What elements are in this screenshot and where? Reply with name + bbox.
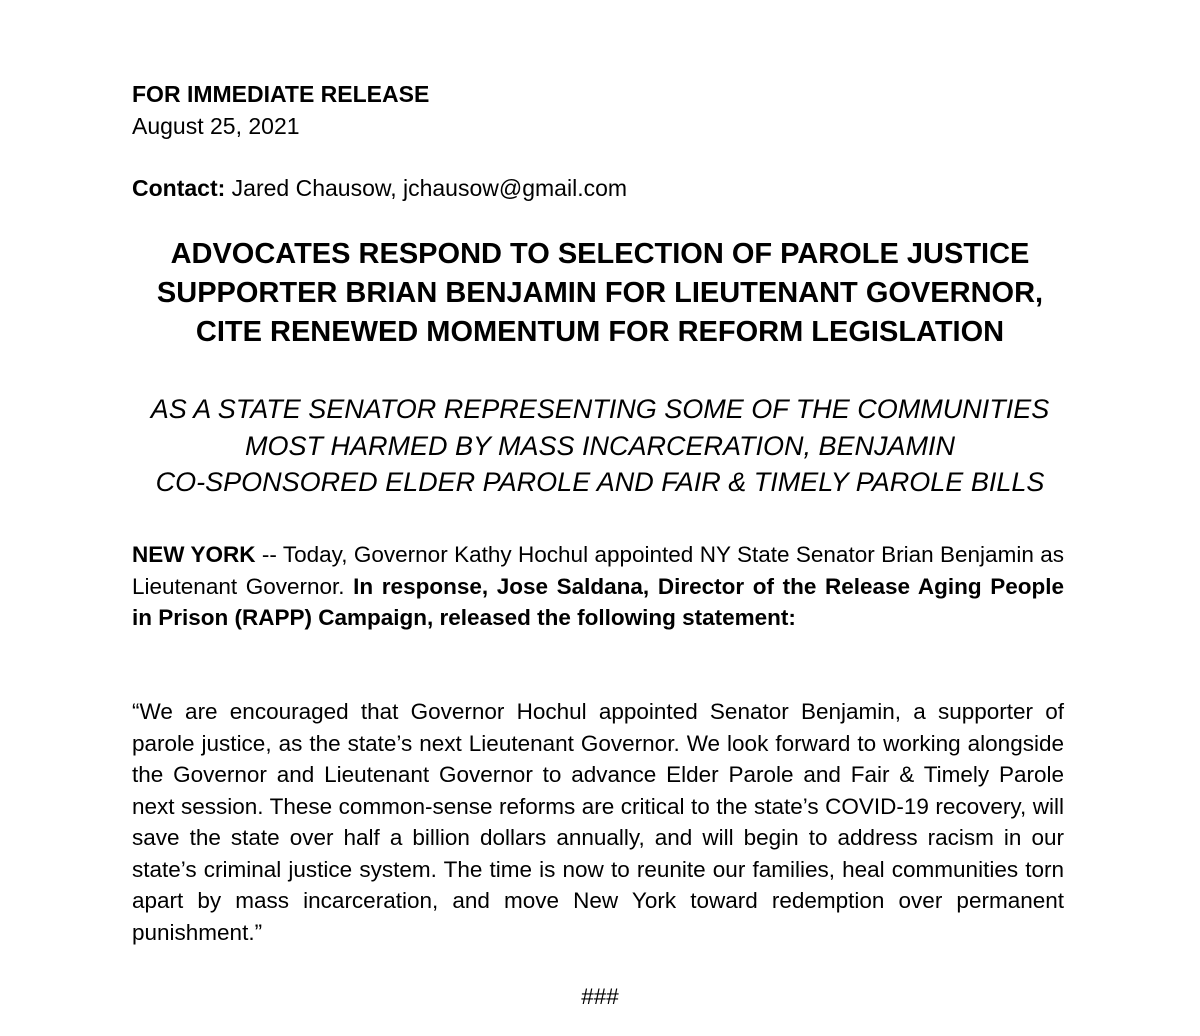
- quote-paragraph: “We are encouraged that Governor Hochul appointed Senator Benjamin, a supporter of parole justice, as the state’s next Lieutenant Governor. We look forward to working alongside the Governor and Lieutenant Governor to advance Elder Parole and Fair & Timely Parole next session. These common-sense reforms are critical to the state’s COVID-19 recovery, will save the state over half a billion dollars annually, and will begin to address racism in our state’s criminal justice system. The time is now to reunite our families, heal communities torn apart by mass incarceration, and move New York toward redemption over permanent punishment.”: [132, 699, 1064, 945]
- release-date: August 25, 2021: [132, 113, 300, 139]
- headline-line: ADVOCATES RESPOND TO SELECTION OF PAROLE JUSTICE: [170, 238, 1030, 270]
- headline: [100, 235, 1100, 352]
- contact-value: Jared Chausow, jchausow@gmail.com: [225, 175, 628, 201]
- lead-bold-text: In response, Jose Saldana, Director of the Release Aging People in Prison (RAPP) Campaign, released the following statement:: [132, 573, 1064, 630]
- end-mark: ###: [581, 984, 619, 1009]
- contact-line: [132, 172, 627, 204]
- release-label: FOR IMMEDIATE RELEASE: [132, 81, 430, 107]
- headline-line: SUPPORTER BRIAN BENJAMIN FOR LIEUTENANT GOVERNOR,: [156, 277, 1044, 309]
- lead-text: -- Today, Governor Kathy Hochul appointed NY State Senator Brian Benjamin as Lieutenant Governor.: [132, 542, 1064, 599]
- subheadline-line: AS A STATE SENATOR REPRESENTING SOME OF THE COMMUNITIES: [150, 394, 1050, 424]
- subheadline-line: CO-SPONSORED ELDER PAROLE AND FAIR & TIMELY PAROLE BILLS: [155, 467, 1045, 497]
- release-header: [132, 78, 429, 142]
- subheadline: [100, 391, 1100, 501]
- dateline: NEW YORK: [132, 542, 256, 567]
- contact-label: Contact:: [132, 175, 226, 201]
- headline-line: CITE RENEWED MOMENTUM FOR REFORM LEGISLATION: [195, 316, 1005, 348]
- lead-paragraph: [132, 539, 1064, 634]
- subheadline-line: MOST HARMED BY MASS INCARCERATION, BENJAMIN: [244, 430, 956, 461]
